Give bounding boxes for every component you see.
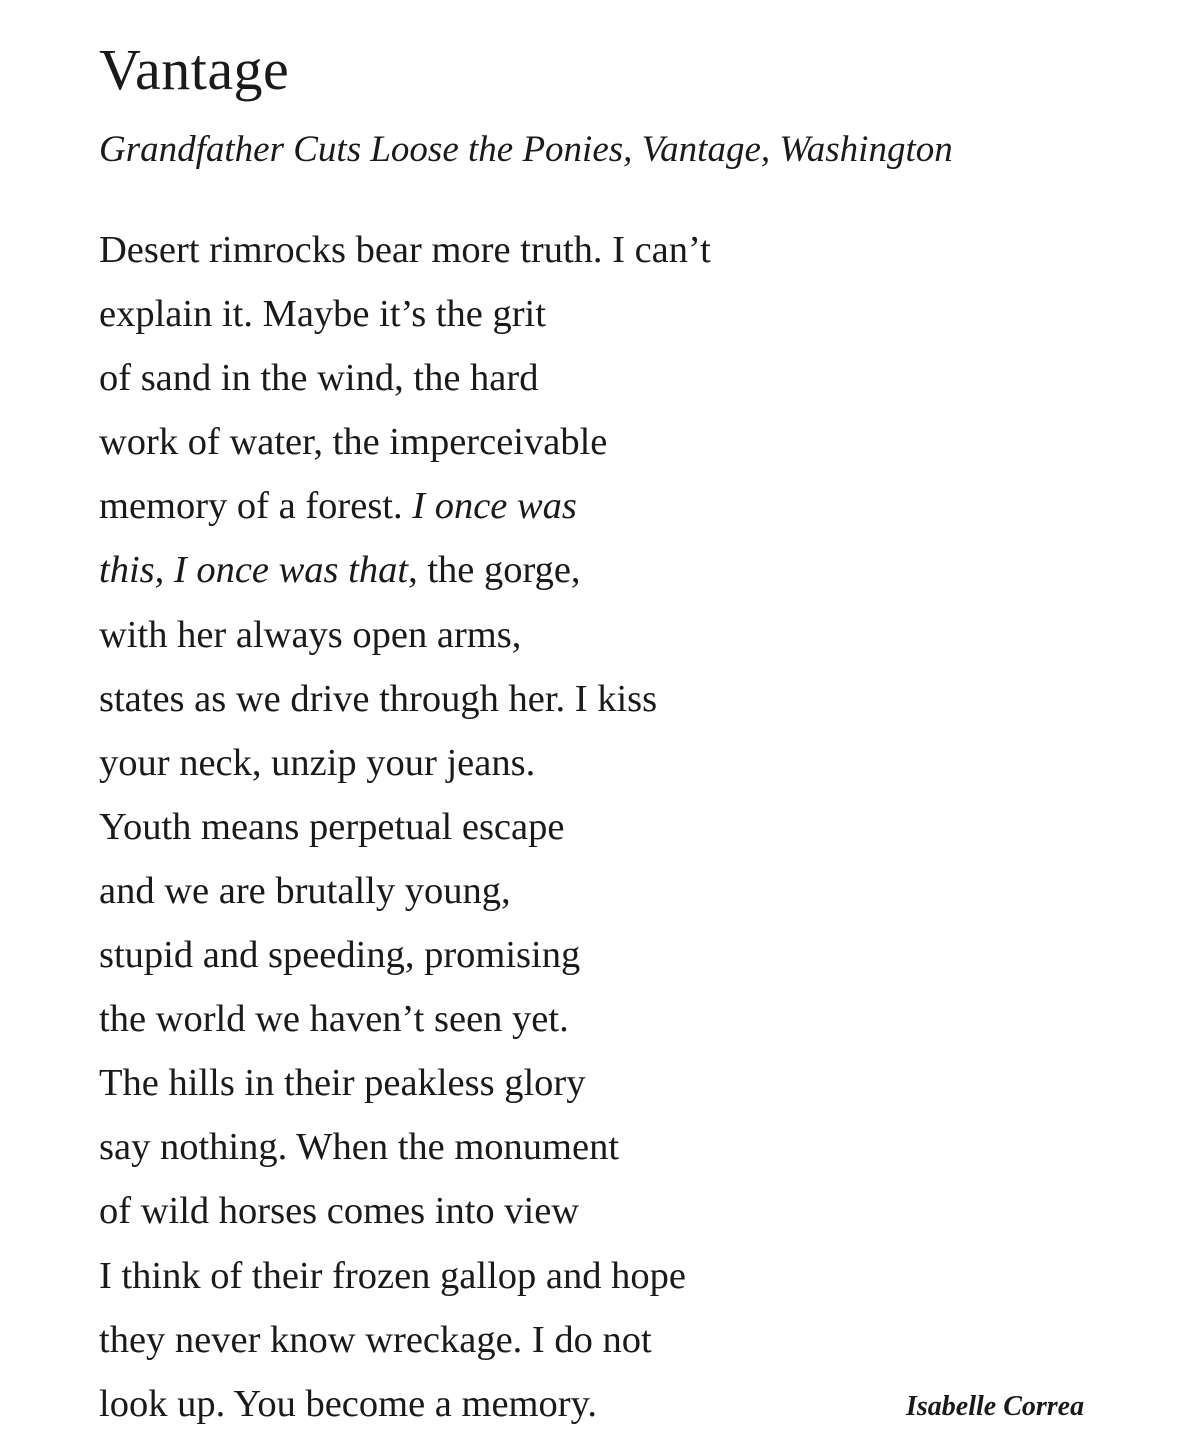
poem-line-text: Youth means perpetual escape: [99, 805, 565, 848]
poem-line: [99, 1308, 711, 1372]
poem-line-text: with her always open arms,: [99, 613, 522, 656]
poem-line: [99, 731, 711, 795]
poem-line-text: your neck, unzip your jeans.: [99, 741, 536, 784]
poem-line-text: , the gorge,: [408, 549, 581, 592]
poem-line: [99, 859, 711, 923]
poem-line-text: Desert rimrocks bear more truth. I can’t: [99, 229, 711, 271]
poem-line: [99, 923, 711, 987]
poem-line: [99, 1051, 711, 1115]
poem-line-text: of sand in the wind, the hard: [99, 357, 539, 400]
poem-line-text: stupid and speeding, promising: [99, 934, 581, 977]
poem-line-text: say nothing. When the monument: [99, 1126, 620, 1169]
poem-subtitle: Grandfather Cuts Loose the Ponies, Vantage, Washington: [99, 129, 953, 170]
poem-line: [99, 410, 711, 474]
poem-line: [99, 1244, 711, 1308]
poem-line-text: look up. You become a memory.: [99, 1382, 597, 1425]
poem-line-text: the world we haven’t seen yet.: [99, 998, 569, 1041]
poem-line: [99, 987, 711, 1051]
poem-line: [99, 538, 711, 602]
poem-line-text: of wild horses comes into view: [99, 1190, 580, 1233]
poem-line-italic: this, I once was that: [99, 549, 409, 592]
poem-line-text: explain it. Maybe it’s the grit: [99, 293, 546, 336]
poem-author: Isabelle Correa: [906, 1391, 1085, 1422]
poem-body: [99, 218, 711, 1436]
poem-line-text: memory of a forest.: [99, 485, 403, 528]
poem-line-text: The hills in their peakless glory: [99, 1062, 586, 1105]
poem-line-text: states as we drive through her. I kiss: [99, 677, 658, 720]
poem-line-text: they never know wreckage. I do not: [99, 1318, 652, 1361]
poem-line: [99, 282, 711, 346]
poem-line: [99, 474, 711, 538]
poem-line: [99, 346, 711, 410]
poem-title: Vantage: [99, 37, 290, 102]
poem-line: [99, 218, 711, 282]
poem-line: [99, 795, 711, 859]
poem-line: [99, 1115, 711, 1179]
poem-line-italic: I once was: [412, 485, 577, 528]
poem-line: [99, 1372, 711, 1436]
poem-line-text: work of water, the imperceivable: [99, 421, 608, 464]
poem-line: [99, 1179, 711, 1243]
poem-line-text: I think of their frozen gallop and hope: [99, 1254, 686, 1297]
poem-line: [99, 667, 711, 731]
poem-line-text: and we are brutally young,: [99, 869, 511, 912]
poem-line: [99, 603, 711, 667]
